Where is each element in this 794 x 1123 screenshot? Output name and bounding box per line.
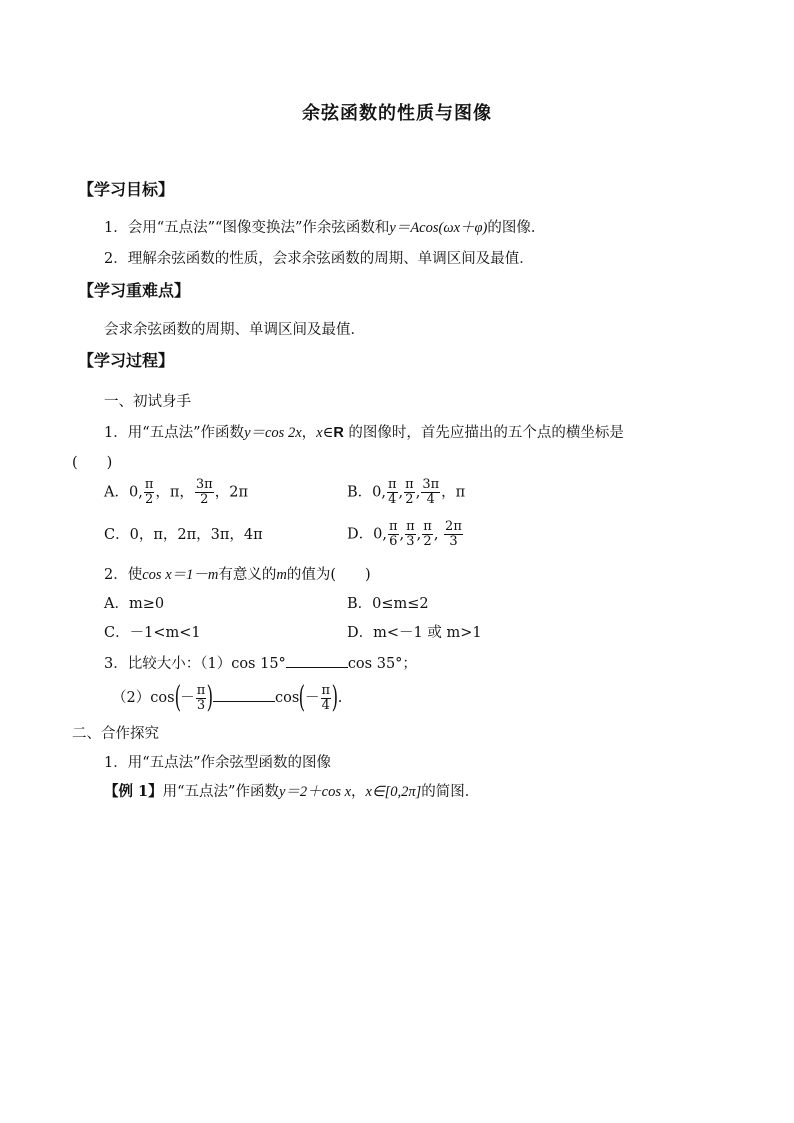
frac-den: 2: [405, 492, 414, 507]
left-paren: (: [174, 680, 181, 715]
q2-expr: cos x＝1－m: [142, 567, 219, 583]
q1-domain-x: x: [316, 425, 323, 441]
q3-pre: 3．比较大小：（1）cos 15°: [104, 656, 286, 672]
q1-sep: ，: [301, 425, 317, 441]
q2-option-d: D．m<－1 或 m>1: [347, 625, 482, 641]
right-paren: ): [331, 680, 339, 715]
q1-domain-r: R: [333, 425, 344, 441]
frac-num: π: [321, 682, 331, 698]
section-heading-goals: 【学习目标】: [78, 180, 175, 199]
goal-item-1: [104, 218, 545, 238]
q1-d-label: D．0,: [347, 526, 387, 543]
q1-option-a: [104, 478, 248, 507]
q1-option-c: C．0，π，2π，3π，4π: [104, 527, 263, 543]
fraction: [404, 478, 415, 507]
q1-option-d: D．0, $\frac{\pi}{6}$ , $\frac{\pi}{3}$ , $\frac{\pi}{2}$ , $\frac{2\pi}{3}$: [347, 519, 462, 549]
frac-num: π: [406, 519, 415, 534]
goal-1-text: 1．会用“五点法”“图像变换法”作余弦函数和: [104, 220, 390, 236]
question-1: [104, 423, 624, 443]
q3-p2-label: （2）cos: [112, 690, 175, 706]
q1-b-end: ，π: [441, 484, 466, 501]
fraction: [444, 520, 463, 549]
q1-option-b: B．0, $\frac{\pi}{4}$ , $\frac{\pi}{2}$ , $\frac{3\pi}{4}$ ，π: [347, 477, 466, 507]
fraction: [195, 478, 214, 507]
q2-option-c: C．－1<m<1: [104, 625, 201, 641]
example-func: y＝2＋cos x: [278, 784, 352, 800]
fraction: [144, 478, 155, 507]
example-post: 的简图．: [421, 784, 480, 800]
frac-den: 2: [144, 492, 154, 507]
frac-den: 4: [388, 492, 397, 507]
goal-1-formula: y＝Acos(ωx＋φ): [389, 220, 488, 236]
frac-num: 3π: [422, 477, 440, 492]
goal-item-2: 2．理解余弦函数的性质，会求余弦函数的周期、单调区间及最值．: [104, 251, 534, 267]
frac-den: 3: [196, 697, 206, 713]
frac-num: π: [423, 519, 432, 534]
minus-sign: －: [305, 690, 320, 706]
q1-a-end: ，2π: [214, 484, 248, 501]
goal-1-end: 的图像．: [487, 220, 546, 236]
fraction: [388, 520, 399, 549]
answer-blank[interactable]: [286, 667, 348, 668]
q2-mid: 有意义的: [218, 567, 277, 583]
frac-num: π: [388, 519, 398, 534]
q1-func: y＝cos 2x: [244, 425, 302, 441]
q1-domain-in: ∈: [322, 425, 334, 441]
frac-den: 2: [200, 492, 209, 507]
frac-num: π: [144, 477, 154, 492]
fraction: [421, 478, 440, 507]
q1-post: 的图像时，首先应描出的五个点的横坐标是: [348, 425, 624, 441]
frac-num: π: [388, 477, 397, 492]
frac-num: 2π: [445, 519, 462, 534]
example-pre: 用“五点法”作函数: [162, 784, 279, 800]
q2-post: 的值为( ): [286, 567, 371, 583]
part2-subheading: 1．用“五点法”作余弦型函数的图像: [104, 755, 332, 771]
frac-den: 3: [449, 534, 458, 549]
frac-num: π: [196, 682, 206, 698]
q3-right-cos: cos: [275, 690, 300, 706]
fraction: [422, 520, 433, 549]
question-2: [104, 565, 371, 585]
part1-heading: 一、初试身手: [104, 394, 191, 410]
q1-pre: 1．用“五点法”作函数: [104, 425, 245, 441]
frac-den: 6: [389, 534, 398, 549]
example-sep: ，: [351, 784, 366, 800]
q1-a-label: A．0,: [104, 484, 143, 501]
part2-heading: 二、合作探究: [72, 726, 159, 742]
fraction: [196, 684, 207, 713]
q2-option-a: A．m≥0: [104, 596, 165, 612]
q2-option-b: B．0≤m≤2: [347, 596, 429, 612]
q3-post: cos 35°；: [347, 656, 417, 672]
fraction: [387, 478, 398, 507]
frac-den: 4: [426, 492, 435, 507]
left-paren: (: [298, 680, 306, 715]
fraction: [321, 684, 332, 713]
q2-pre: 2．使: [104, 567, 143, 583]
page-title: 余弦函数的性质与图像: [302, 103, 492, 124]
frac-num: π: [405, 477, 414, 492]
frac-den: 3: [406, 534, 415, 549]
q3-end: .: [337, 690, 343, 706]
q1-b-label: B．0,: [347, 484, 386, 501]
section-heading-process: 【学习过程】: [78, 351, 175, 370]
fraction: [405, 520, 416, 549]
example-domain: x∈[0,2π]: [365, 784, 422, 800]
example-1: [104, 782, 479, 802]
key-points-text: 会求余弦函数的周期、单调区间及最值．: [104, 322, 365, 338]
question-3: [104, 654, 417, 674]
q1-a-mid: ，π，: [155, 484, 194, 501]
section-heading-key: 【学习重难点】: [78, 281, 191, 300]
minus-sign: －: [180, 690, 195, 706]
question-3-part-2: [112, 678, 342, 718]
right-paren: ): [206, 680, 214, 715]
answer-blank[interactable]: [213, 701, 275, 702]
frac-num: 3π: [195, 477, 213, 492]
q1-answer-paren: ( ): [72, 455, 113, 471]
example-label: 【例 1】: [104, 783, 163, 800]
frac-den: 2: [423, 534, 432, 549]
q2-var: m: [276, 567, 287, 583]
frac-den: 4: [321, 697, 330, 713]
